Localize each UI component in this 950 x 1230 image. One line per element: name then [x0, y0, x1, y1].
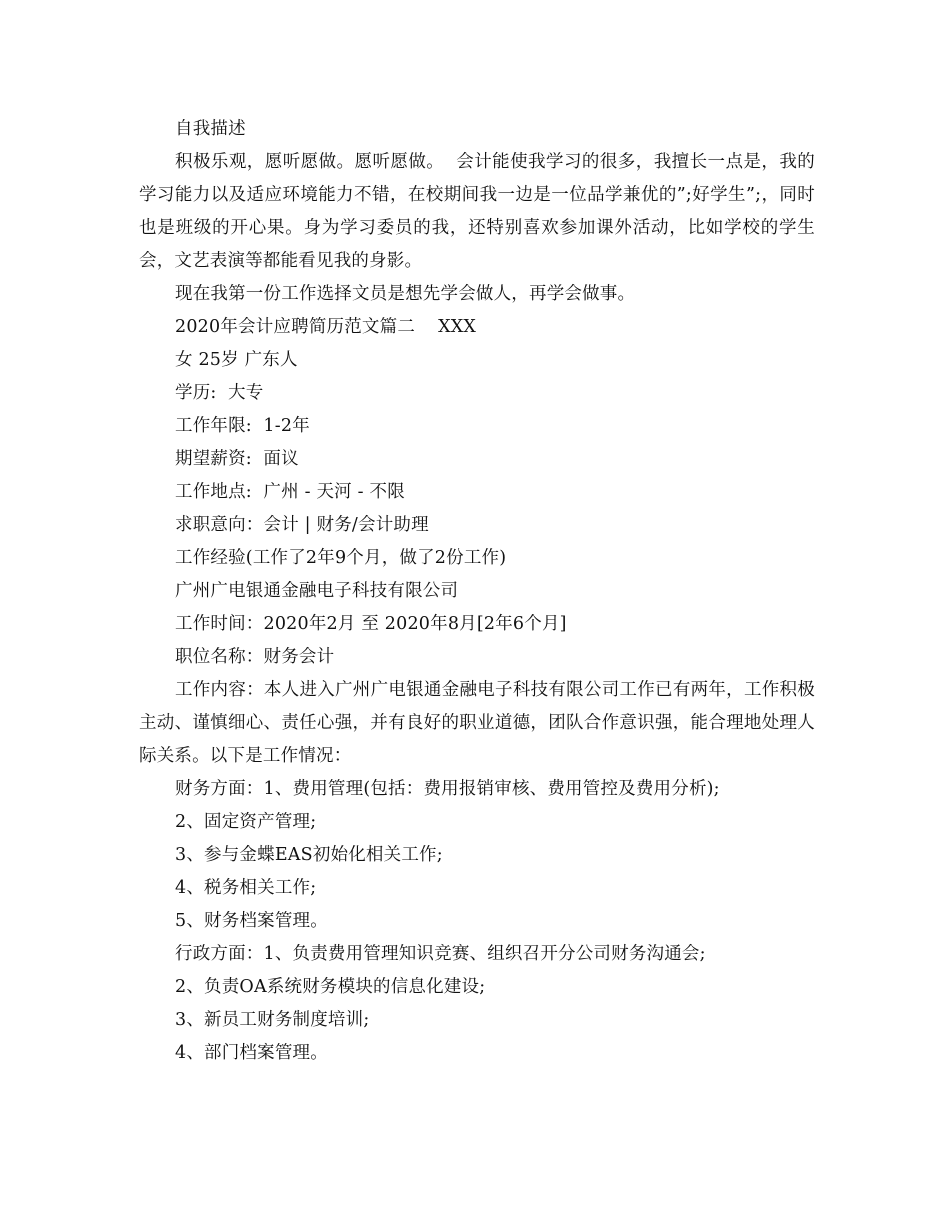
- section-heading-self-description: 自我描述: [175, 119, 246, 139]
- admin-duty-item: 2、负责OA系统财务模块的信息化建设;: [175, 977, 486, 997]
- job-intention-line: 求职意向：会计 | 财务/会计助理: [175, 515, 429, 535]
- admin-duty-item: 4、部门档案管理。: [175, 1043, 328, 1063]
- work-period-line: 工作时间：2020年2月 至 2020年8月[2年6个月]: [175, 614, 567, 634]
- personal-info: 女 25岁 广东人: [175, 350, 298, 370]
- self-description-paragraph: 积极乐观，愿听愿做。愿听愿做。 会计能使我学习的很多，我擅长一点是，我的学习能力以及适应环境能力不错，在校期间我一边是一位品学兼优的”;好学生”;，同时也是班级的开心果。身为学习委员的我，还特别喜欢参加课外活动，比如学校的学生会，文艺表演等都能看见我的身影。: [139, 152, 815, 271]
- admin-duty-item: 行政方面：1、负责费用管理知识竞赛、组织召开分公司财务沟通会;: [175, 944, 706, 964]
- finance-duty-item: 财务方面：1、费用管理(包括：费用报销审核、费用管控及费用分析);: [175, 779, 720, 799]
- document-body: [139, 113, 815, 1070]
- work-location-line: 工作地点: 广州 - 天河 - 不限: [175, 482, 405, 502]
- finance-duty-item: 3、参与金蝶EAS初始化相关工作;: [175, 845, 443, 865]
- finance-duty-item: 2、固定资产管理;: [175, 812, 317, 832]
- career-goal-paragraph: 现在我第一份工作选择文员是想先学会做人，再学会做事。: [175, 284, 636, 304]
- work-content-paragraph: 工作内容：本人进入广州广电银通金融电子科技有限公司工作已有两年，工作积极主动、谨慎细心、责任心强，并有良好的职业道德，团队合作意识强，能合理地处理人际关系。以下是工作情况：: [139, 680, 815, 766]
- work-years-line: 工作年限: 1-2年: [175, 416, 310, 436]
- resume-title: 2020年会计应聘简历范文篇二 XXX: [175, 317, 477, 337]
- education-line: 学历: 大专: [175, 383, 264, 403]
- expected-salary-line: 期望薪资: 面议: [175, 449, 299, 469]
- admin-duty-item: 3、新员工财务制度培训;: [175, 1010, 370, 1030]
- finance-duty-item: 5、财务档案管理。: [175, 911, 328, 931]
- work-experience-summary: 工作经验(工作了2年9个月，做了2份工作): [175, 548, 507, 568]
- finance-duty-item: 4、税务相关工作;: [175, 878, 317, 898]
- position-title-line: 职位名称：财务会计: [175, 647, 335, 667]
- company-name: 广州广电银通金融电子科技有限公司: [175, 581, 459, 601]
